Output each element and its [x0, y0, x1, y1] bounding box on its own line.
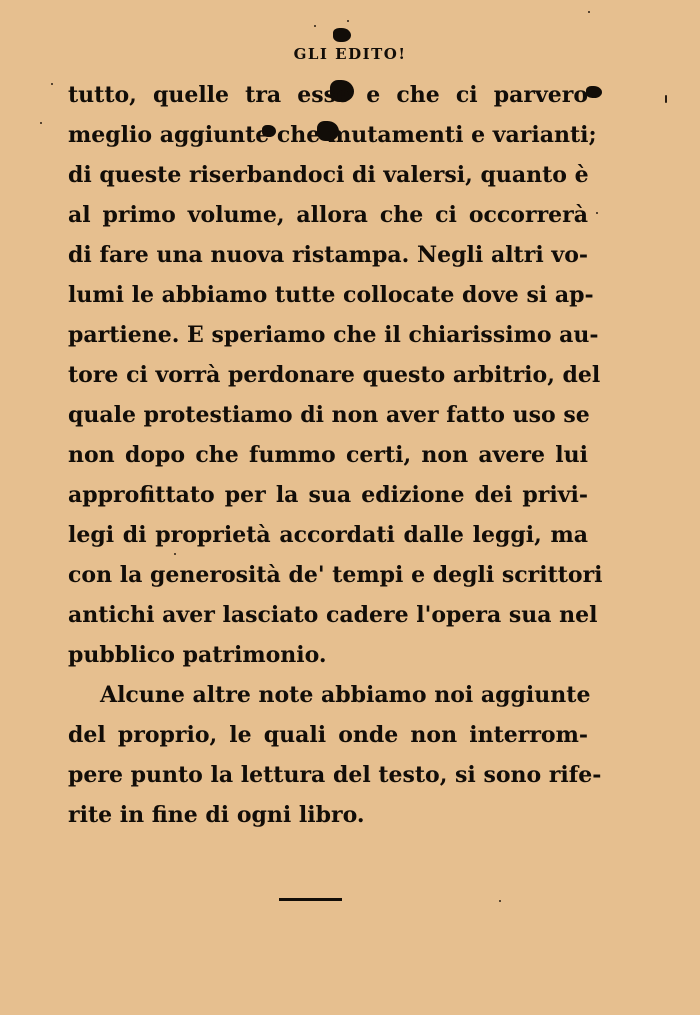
text-line: meglio aggiunte che mutamenti e varianti; — [68, 122, 597, 148]
running-header: GLI EDITO! — [293, 45, 407, 63]
text-line: non dopo che fummo certi, non avere lui — [68, 442, 588, 468]
text-line: quale protestiamo di non aver fatto uso se — [68, 402, 590, 428]
speck — [347, 20, 349, 22]
body-text — [68, 75, 603, 835]
speck — [665, 95, 667, 103]
text-line: pere punto la lettura del testo, si sono rife- — [68, 762, 602, 788]
text-line: di fare una nuova ristampa. Negli altri vo- — [68, 242, 588, 268]
text-line: con la generosità de' tempi e degli scrittori — [68, 562, 603, 588]
speck — [51, 83, 53, 85]
text-line: tutto, quelle tra esse e che ci parvero — [68, 82, 588, 108]
text-line: lumi le abbiamo tutte collocate dove si ap- — [68, 282, 594, 308]
ink-blot — [333, 28, 351, 42]
text-line: partiene. E speriamo che il chiarissimo au- — [68, 322, 599, 348]
speck — [40, 122, 42, 124]
text-line: rite in fine di ogni libro. — [68, 802, 365, 828]
speck — [596, 212, 598, 214]
speck — [314, 25, 316, 27]
text-line: al primo volume, allora che ci occorrerà — [68, 202, 588, 228]
speck — [499, 900, 501, 902]
speck — [588, 11, 590, 13]
section-divider — [279, 898, 342, 901]
text-line: antichi aver lasciato cadere l'opera sua nel — [68, 602, 598, 628]
text-line: tore ci vorrà perdonare questo arbitrio, del — [68, 362, 601, 388]
text-line: approfittato per la sua edizione dei privi- — [68, 482, 588, 508]
paragraph-first-line: Alcune altre note abbiamo noi aggiunte — [100, 682, 591, 708]
text-line: di queste riserbandoci di valersi, quanto è — [68, 162, 589, 188]
text-line: pubblico patrimonio. — [68, 642, 327, 668]
text-line: del proprio, le quali onde non interrom- — [68, 722, 588, 748]
ink-blot — [586, 86, 602, 98]
text-line: legi di proprietà accordati dalle leggi, ma — [68, 522, 588, 548]
